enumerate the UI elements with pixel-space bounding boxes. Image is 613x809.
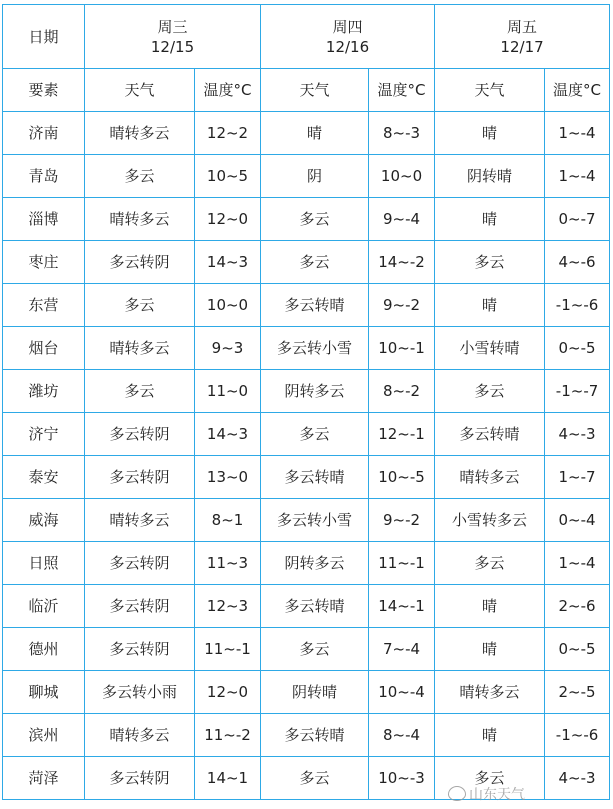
- table-row: [3, 370, 610, 413]
- temp-cell: 11~0: [195, 370, 261, 413]
- weather-cell: 晴转多云: [85, 112, 195, 155]
- temp-cell: 10~-1: [369, 327, 435, 370]
- weather-cell: 多云转阴: [85, 585, 195, 628]
- temp-cell: 7~-4: [369, 628, 435, 671]
- city-cell: 德州: [3, 628, 85, 671]
- city-cell: 枣庄: [3, 241, 85, 284]
- date-label: 日期: [3, 5, 85, 69]
- temp-cell: 8~-4: [369, 714, 435, 757]
- table-row: [3, 456, 610, 499]
- temp-cell: 4~-6: [545, 241, 610, 284]
- table-row: [3, 499, 610, 542]
- table-row: [3, 628, 610, 671]
- temp-col-header: 温度°C: [369, 69, 435, 112]
- temp-cell: 14~-2: [369, 241, 435, 284]
- city-cell: 临沂: [3, 585, 85, 628]
- temp-cell: 10~0: [195, 284, 261, 327]
- weather-cell: 多云: [435, 370, 545, 413]
- weather-cell: 晴转多云: [85, 714, 195, 757]
- table-row: [3, 714, 610, 757]
- weather-cell: 多云转晴: [261, 284, 369, 327]
- weather-cell: 多云: [85, 370, 195, 413]
- day-name: 周四: [332, 17, 363, 36]
- day-name: 周五: [507, 17, 538, 36]
- weather-cell: 多云转晴: [261, 585, 369, 628]
- weather-cell: 晴转多云: [435, 671, 545, 714]
- city-cell: 东营: [3, 284, 85, 327]
- weather-cell: 多云转晴: [435, 413, 545, 456]
- weather-cell: 多云转阴: [85, 542, 195, 585]
- weather-cell: 阴转晴: [435, 155, 545, 198]
- temp-cell: 1~-7: [545, 456, 610, 499]
- table-row: [3, 671, 610, 714]
- weather-cell: 阴: [261, 155, 369, 198]
- temp-cell: 4~-3: [545, 757, 610, 800]
- weather-cell: 多云: [261, 198, 369, 241]
- temp-cell: 0~-7: [545, 198, 610, 241]
- temp-cell: 10~5: [195, 155, 261, 198]
- temp-cell: 12~-1: [369, 413, 435, 456]
- header-days-row: [3, 5, 610, 69]
- day-date: 12/15: [150, 37, 195, 56]
- weather-cell: 多云转阴: [85, 241, 195, 284]
- element-label: 要素: [3, 69, 85, 112]
- weather-cell: 多云转小雪: [261, 327, 369, 370]
- weather-cell: 阴转多云: [261, 542, 369, 585]
- temp-cell: 2~-6: [545, 585, 610, 628]
- temp-cell: 12~0: [195, 198, 261, 241]
- weather-cell: 多云: [261, 628, 369, 671]
- city-cell: 潍坊: [3, 370, 85, 413]
- table-row: [3, 585, 610, 628]
- header-elements-row: [3, 69, 610, 112]
- temp-cell: 14~3: [195, 413, 261, 456]
- weather-cell: 晴转多云: [85, 327, 195, 370]
- weather-cell: 小雪转晴: [435, 327, 545, 370]
- temp-cell: 10~-3: [369, 757, 435, 800]
- city-cell: 青岛: [3, 155, 85, 198]
- temp-cell: 8~-3: [369, 112, 435, 155]
- weather-cell: 晴: [435, 714, 545, 757]
- city-cell: 菏泽: [3, 757, 85, 800]
- table-row: [3, 413, 610, 456]
- weather-cell: 小雪转多云: [435, 499, 545, 542]
- temp-cell: 10~0: [369, 155, 435, 198]
- weather-cell: 晴转多云: [85, 499, 195, 542]
- temp-cell: 2~-5: [545, 671, 610, 714]
- weather-cell: 多云转晴: [261, 456, 369, 499]
- temp-col-header: 温度°C: [195, 69, 261, 112]
- weather-cell: 多云转小雨: [85, 671, 195, 714]
- weather-cell: 晴: [261, 112, 369, 155]
- city-cell: 济宁: [3, 413, 85, 456]
- temp-cell: 14~1: [195, 757, 261, 800]
- table-row: [3, 198, 610, 241]
- temp-cell: 10~-4: [369, 671, 435, 714]
- weather-cell: 多云: [85, 155, 195, 198]
- city-cell: 滨州: [3, 714, 85, 757]
- temp-cell: 12~0: [195, 671, 261, 714]
- city-cell: 淄博: [3, 198, 85, 241]
- weather-cell: 多云转阴: [85, 628, 195, 671]
- temp-cell: 9~3: [195, 327, 261, 370]
- weather-cell: 多云: [435, 757, 545, 800]
- city-cell: 威海: [3, 499, 85, 542]
- weather-cell: 晴: [435, 112, 545, 155]
- temp-cell: 11~-2: [195, 714, 261, 757]
- weibo-icon: [448, 786, 466, 801]
- temp-cell: 9~-2: [369, 284, 435, 327]
- temp-cell: 0~-5: [545, 628, 610, 671]
- temp-cell: -1~-6: [545, 714, 610, 757]
- temp-cell: 11~-1: [369, 542, 435, 585]
- weather-cell: 多云转阴: [85, 757, 195, 800]
- table-row: [3, 155, 610, 198]
- temp-cell: 0~-5: [545, 327, 610, 370]
- table-row: [3, 112, 610, 155]
- temp-cell: 13~0: [195, 456, 261, 499]
- weather-col-header: 天气: [261, 69, 369, 112]
- weather-col-header: 天气: [85, 69, 195, 112]
- weather-cell: 多云转晴: [261, 714, 369, 757]
- temp-cell: 11~3: [195, 542, 261, 585]
- weather-cell: 多云转阴: [85, 456, 195, 499]
- temp-cell: 1~-4: [545, 542, 610, 585]
- weather-cell: 多云: [435, 241, 545, 284]
- temp-cell: 8~-2: [369, 370, 435, 413]
- weather-cell: 多云: [435, 542, 545, 585]
- forecast-table: [2, 4, 610, 800]
- day-header-fri: [435, 5, 610, 69]
- temp-cell: -1~-7: [545, 370, 610, 413]
- city-cell: 日照: [3, 542, 85, 585]
- city-cell: 烟台: [3, 327, 85, 370]
- temp-cell: 1~-4: [545, 155, 610, 198]
- weather-cell: 多云: [261, 241, 369, 284]
- temp-cell: 11~-1: [195, 628, 261, 671]
- weather-cell: 多云转阴: [85, 413, 195, 456]
- weather-cell: 晴: [435, 628, 545, 671]
- watermark: [448, 784, 525, 804]
- temp-cell: 0~-4: [545, 499, 610, 542]
- weather-cell: 多云: [261, 413, 369, 456]
- weather-cell: 多云转小雪: [261, 499, 369, 542]
- watermark-text: 山东天气: [469, 787, 525, 803]
- day-header-thu: [261, 5, 435, 69]
- weather-cell: 多云: [85, 284, 195, 327]
- weather-cell: 多云: [261, 757, 369, 800]
- day-header-wed: [85, 5, 261, 69]
- temp-cell: -1~-6: [545, 284, 610, 327]
- temp-cell: 14~-1: [369, 585, 435, 628]
- temp-cell: 9~-2: [369, 499, 435, 542]
- weather-cell: 晴: [435, 198, 545, 241]
- city-cell: 聊城: [3, 671, 85, 714]
- weather-col-header: 天气: [435, 69, 545, 112]
- weather-cell: 阴转多云: [261, 370, 369, 413]
- weather-cell: 晴: [435, 284, 545, 327]
- weather-cell: 晴转多云: [435, 456, 545, 499]
- table-row: [3, 542, 610, 585]
- temp-cell: 8~1: [195, 499, 261, 542]
- temp-cell: 12~2: [195, 112, 261, 155]
- temp-cell: 12~3: [195, 585, 261, 628]
- temp-col-header: 温度°C: [545, 69, 610, 112]
- city-cell: 济南: [3, 112, 85, 155]
- city-cell: 泰安: [3, 456, 85, 499]
- day-name: 周三: [157, 17, 188, 36]
- weather-cell: 晴: [435, 585, 545, 628]
- table-row: [3, 327, 610, 370]
- day-date: 12/17: [500, 37, 544, 56]
- temp-cell: 10~-5: [369, 456, 435, 499]
- temp-cell: 14~3: [195, 241, 261, 284]
- table-row: [3, 284, 610, 327]
- temp-cell: 1~-4: [545, 112, 610, 155]
- temp-cell: 9~-4: [369, 198, 435, 241]
- table-row: [3, 241, 610, 284]
- day-date: 12/16: [325, 37, 370, 56]
- weather-cell: 晴转多云: [85, 198, 195, 241]
- temp-cell: 4~-3: [545, 413, 610, 456]
- weather-cell: 阴转晴: [261, 671, 369, 714]
